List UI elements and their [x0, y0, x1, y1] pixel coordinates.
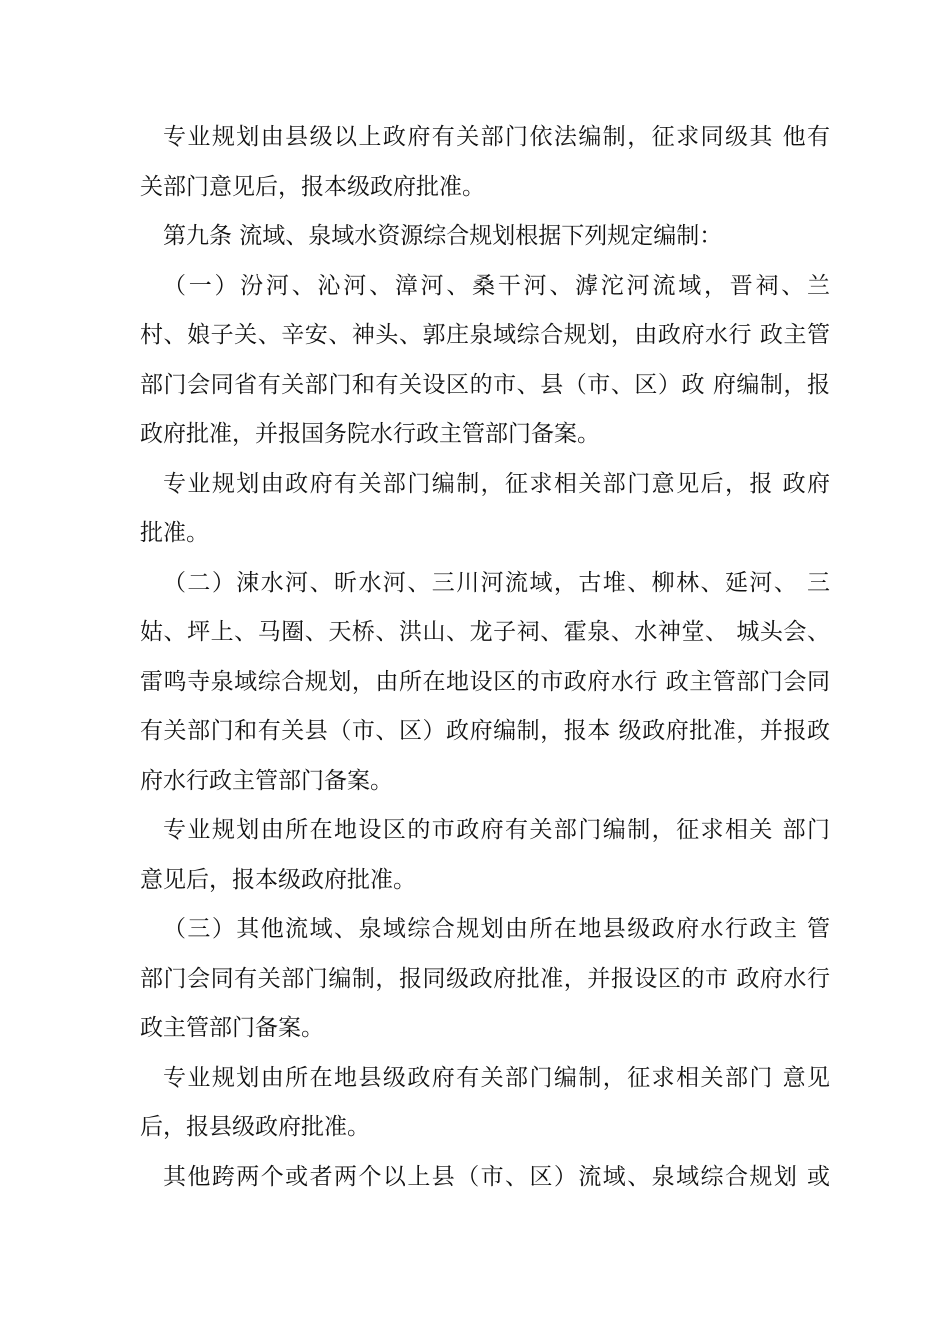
text-line: 姑、坪上、马圈、天桥、洪山、龙子祠、霍泉、水神堂、 城头会、 — [140, 619, 830, 645]
text-line: 意见后，报本级政府批准。 — [140, 866, 416, 893]
text-line: 其他跨两个或者两个以上县（市、区）流域、泉域综合规划 或 — [163, 1163, 830, 1190]
text-line: （一）汾河、沁河、漳河、桑干河、滹沱河流域，晋祠、兰 — [163, 272, 830, 299]
text-line: 后，报县级政府批准。 — [140, 1114, 370, 1140]
text-line: 第九条 流域、泉域水资源综合规划根据下列规定编制： — [163, 223, 723, 249]
text-line: 关部门意见后，报本级政府批准。 — [140, 173, 485, 200]
text-line: 专业规划由政府有关部门编制，征求相关部门意见后，报 政府 — [163, 470, 830, 497]
text-line: 部门会同省有关部门和有关设区的市、县（市、区）政 府编制，报 — [140, 371, 830, 398]
text-line: （二）涑水河、昕水河、三川河流域，古堆、柳林、延河、 三 — [163, 569, 830, 596]
text-line: 部门会同有关部门编制，报同级政府批准，并报设区的市 政府水行 — [140, 965, 830, 992]
text-line: 专业规划由所在地县级政府有关部门编制，征求相关部门 意见 — [163, 1064, 830, 1091]
text-line: 专业规划由县级以上政府有关部门依法编制，征求同级其 他有 — [163, 124, 830, 150]
text-line: 专业规划由所在地设区的市政府有关部门编制，征求相关 部门 — [163, 817, 830, 843]
text-line: 村、娘子关、辛安、神头、郭庄泉域综合规划，由政府水行 政主管 — [140, 322, 830, 348]
body-text — [140, 113, 830, 1202]
text-line: 雷鸣寺泉域综合规划，由所在地设区的市政府水行 政主管部门会同 — [140, 668, 830, 695]
text-line: 政府批准，并报国务院水行政主管部门备案。 — [140, 421, 600, 447]
text-line: 府水行政主管部门备案。 — [140, 767, 393, 794]
text-line: 批准。 — [140, 520, 209, 546]
text-line: 政主管部门备案。 — [140, 1015, 324, 1041]
text-line: 有关部门和有关县（市、区）政府编制，报本 级政府批准，并报政 — [140, 718, 830, 744]
text-line: （三）其他流域、泉域综合规划由所在地县级政府水行政主 管 — [163, 916, 830, 942]
